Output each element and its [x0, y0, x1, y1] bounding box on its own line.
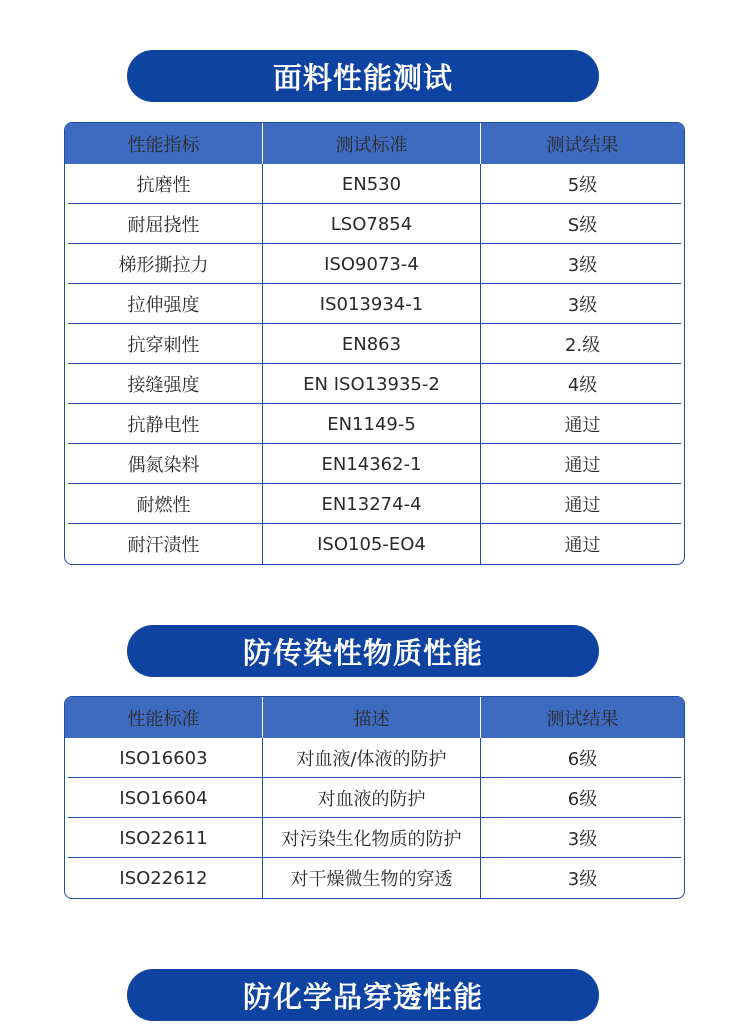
- fabric-performance-table: [64, 122, 685, 565]
- table-row: [65, 524, 684, 564]
- cell-standard: EN13274-4: [263, 484, 481, 524]
- cell-result: 3级: [567, 295, 598, 316]
- cell-result: 通过: [564, 415, 601, 436]
- table-row: [65, 484, 684, 524]
- cell-standard: IS013934-1: [263, 284, 481, 324]
- table-row: [65, 244, 684, 284]
- cell-result: 6级: [567, 789, 598, 810]
- table-row: [65, 364, 684, 404]
- cell-description: 对血液的防护: [263, 778, 481, 818]
- section-1-title: 面料性能测试: [272, 60, 453, 95]
- table-header: [65, 697, 684, 738]
- cell-standard: EN1149-5: [263, 404, 481, 444]
- section-2-title: 防传染性物质性能: [242, 635, 483, 670]
- cell-standard: EN14362-1: [263, 444, 481, 484]
- section-3-banner: [127, 969, 599, 1021]
- cell-standard: ISO9073-4: [263, 244, 481, 284]
- header-result: 测试结果: [546, 134, 619, 156]
- section-2-banner: [127, 625, 599, 677]
- section-1-banner: [127, 50, 599, 102]
- cell-indicator: 拉伸强度: [65, 284, 263, 324]
- cell-result: 4级: [567, 375, 598, 396]
- cell-indicator: 耐燃性: [65, 484, 263, 524]
- header-standard: 测试标准: [263, 123, 481, 164]
- table-row: [65, 444, 684, 484]
- cell-indicator: 耐屈挠性: [65, 204, 263, 244]
- cell-indicator: 偶氮染料: [65, 444, 263, 484]
- table-row: [65, 858, 684, 898]
- header-description: 描述: [263, 697, 481, 738]
- cell-standard: ISO22611: [65, 818, 263, 858]
- table-row: [65, 284, 684, 324]
- table-row: [65, 164, 684, 204]
- table-row: [65, 204, 684, 244]
- cell-result: 3级: [567, 255, 598, 276]
- table-row: [65, 738, 684, 778]
- cell-result: 3级: [567, 869, 598, 890]
- infectious-substance-table: [64, 696, 685, 899]
- cell-indicator: 抗磨性: [65, 164, 263, 204]
- cell-description: 对污染生化物质的防护: [263, 818, 481, 858]
- cell-description: 对干燥微生物的穿透: [263, 858, 481, 898]
- cell-description: 对血液/体液的防护: [263, 738, 481, 778]
- cell-result: S级: [567, 215, 598, 236]
- cell-indicator: 抗穿刺性: [65, 324, 263, 364]
- cell-standard: EN ISO13935-2: [263, 364, 481, 404]
- cell-standard: ISO105-EO4: [263, 524, 481, 564]
- cell-standard: ISO22612: [65, 858, 263, 898]
- cell-result: 通过: [564, 495, 601, 516]
- header-indicator: 性能指标: [65, 123, 263, 164]
- section-3-title: 防化学品穿透性能: [242, 979, 483, 1014]
- table-header: [65, 123, 684, 164]
- table-row: [65, 778, 684, 818]
- cell-standard: EN863: [263, 324, 481, 364]
- table-row: [65, 404, 684, 444]
- header-result: 测试结果: [546, 708, 619, 730]
- cell-standard: EN530: [263, 164, 481, 204]
- cell-result: 2.级: [564, 335, 601, 356]
- cell-indicator: 耐汗渍性: [65, 524, 263, 564]
- cell-result: 通过: [564, 535, 601, 556]
- cell-standard: ISO16603: [65, 738, 263, 778]
- table-row: [65, 324, 684, 364]
- cell-indicator: 抗静电性: [65, 404, 263, 444]
- cell-standard: ISO16604: [65, 778, 263, 818]
- cell-indicator: 接缝强度: [65, 364, 263, 404]
- cell-result: 5级: [567, 175, 598, 196]
- cell-result: 3级: [567, 829, 598, 850]
- cell-standard: LSO7854: [263, 204, 481, 244]
- cell-result: 通过: [564, 455, 601, 476]
- header-standard: 性能标准: [65, 697, 263, 738]
- cell-indicator: 梯形撕拉力: [65, 244, 263, 284]
- table-row: [65, 818, 684, 858]
- cell-result: 6级: [567, 749, 598, 770]
